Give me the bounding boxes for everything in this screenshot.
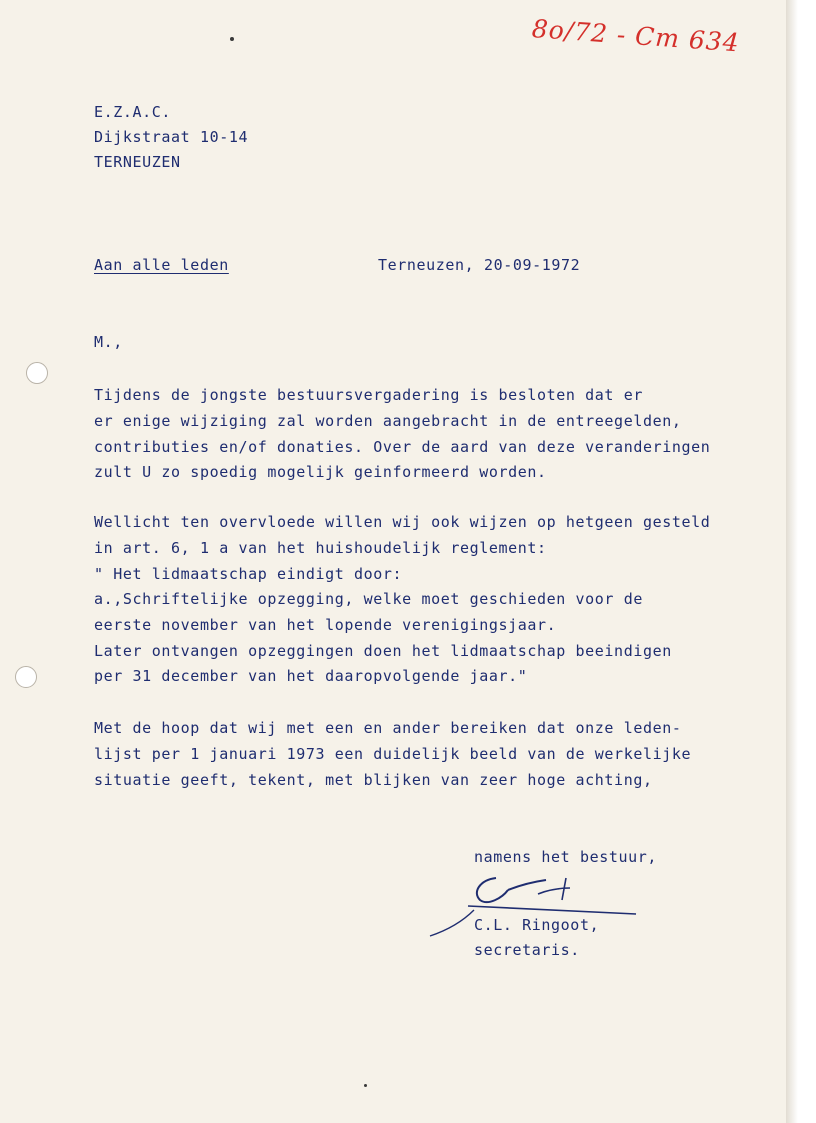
place-date: Terneuzen, 20-09-1972 xyxy=(378,256,581,274)
signatory-name: C.L. Ringoot, xyxy=(474,916,600,934)
sender-name: E.Z.A.C. xyxy=(94,103,172,121)
paragraph-line: a.,Schriftelijke opzegging, welke moet geschieden voor de xyxy=(94,590,643,608)
paragraph-line: " Het lidmaatschap eindigt door: xyxy=(94,565,403,583)
paragraph-line: in art. 6, 1 a van het huishoudelijk reglement: xyxy=(94,539,547,557)
paragraph-line: lijst per 1 januari 1973 een duidelijk beeld van de werkelijke xyxy=(94,745,692,763)
sender-street: Dijkstraat 10-14 xyxy=(94,128,249,146)
closing-phrase: namens het bestuur, xyxy=(474,848,657,866)
paper-speck xyxy=(230,37,234,41)
paper-edge xyxy=(786,0,816,1123)
paragraph-line: Wellicht ten overvloede willen wij ook wijzen op hetgeen gesteld xyxy=(94,513,711,531)
addressee: Aan alle leden xyxy=(94,256,229,274)
handwritten-annotation: 8o/72 - Cm 634 xyxy=(530,14,741,58)
paragraph-line: situatie geeft, tekent, met blijken van zeer hoge achting, xyxy=(94,771,653,789)
punch-hole xyxy=(26,362,48,384)
paragraph-line: Tijdens de jongste bestuursvergadering is besloten dat er xyxy=(94,386,643,404)
paragraph-line: per 31 december van het daaropvolgende jaar." xyxy=(94,667,528,685)
paragraph-line: zult U zo spoedig mogelijk geinformeerd worden. xyxy=(94,463,547,481)
punch-hole xyxy=(15,666,37,688)
paragraph-line: Later ontvangen opzeggingen doen het lidmaatschap beeindigen xyxy=(94,642,672,660)
paragraph-line: Met de hoop dat wij met een en ander bereiken dat onze leden- xyxy=(94,719,682,737)
paper-speck xyxy=(364,1084,367,1087)
signatory-title: secretaris. xyxy=(474,941,580,959)
paragraph-line: eerste november van het lopende verenigingsjaar. xyxy=(94,616,557,634)
salutation: M., xyxy=(94,333,123,351)
sender-city: TERNEUZEN xyxy=(94,153,181,171)
paragraph-line: er enige wijziging zal worden aangebracht in de entreegelden, xyxy=(94,412,682,430)
paragraph-line: contributies en/of donaties. Over de aard van deze veranderingen xyxy=(94,438,711,456)
